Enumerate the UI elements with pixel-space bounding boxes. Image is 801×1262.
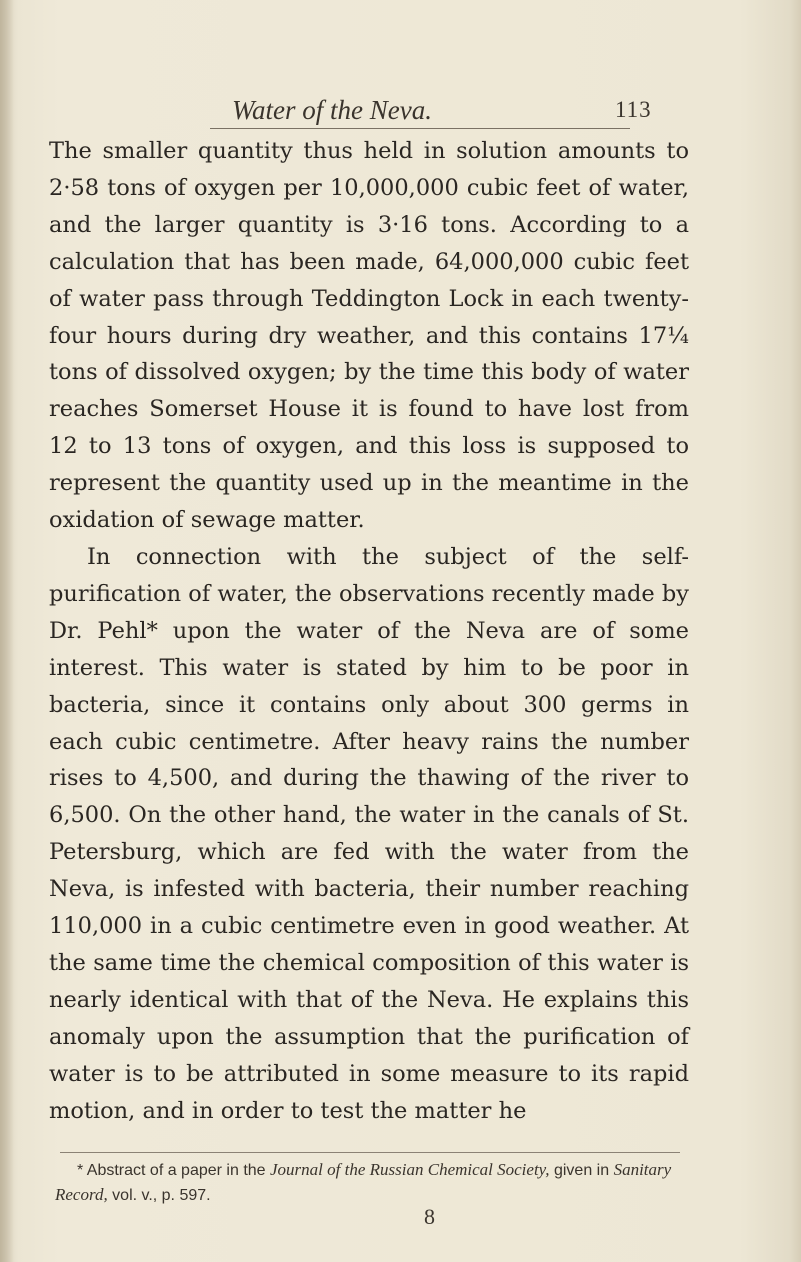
running-title: Water of the Neva. — [232, 95, 432, 125]
body-text — [49, 133, 689, 1129]
footnote — [55, 1158, 695, 1208]
footnote-rule — [60, 1152, 680, 1153]
paragraph-1: The smaller quantity thus held in solution amounts to 2·58 tons of oxygen per 10,000,000 cubic feet of water, and the larger quantity is 3·16 tons. According to a calculation that has been made, 64,000,000 cubic feet of water pass through Teddington Lock in each twenty-four hours during dry weather, and this contains 17¼ tons of dissolved oxygen; by the time this body of water reaches Somerset House it is found to have lost from 12 to 13 tons of oxygen, and this loss is supposed to represent the quantity used up in the meantime in the oxidation of sewage matter. — [49, 138, 689, 534]
footnote-lead: * Abstract of a paper in the — [77, 1162, 271, 1179]
footnote-middle: given in — [549, 1162, 614, 1179]
paragraph-2: In connection with the subject of the self-purification of water, the observations recently made by Dr. Pehl* upon the water of the Neva are of some interest. This water is stated by him to be poor in bacteria, since it contains only about 300 germs in each cubic centimetre. After heavy rains the number rises to 4,500, and during the thawing of the river to 6,500. On the other hand, the water in the canals of St. Petersburg, which are fed with the water from the Neva, is infested with bacteria, their number reaching 110,000 in a cubic centimetre even in good weather. At the same time the chemical composition of this water is nearly identical with that of the Neva. He explains this anomaly upon the assumption that the purification of water is to be attributed in some measure to its rapid motion, and in order to test the matter he — [49, 543, 689, 1124]
signature-mark: 8 — [424, 1204, 435, 1229]
page-number: 113 — [615, 97, 652, 122]
spine-shadow — [0, 0, 14, 1262]
footnote-journal: Journal of the Russian Chemical Society, — [270, 1160, 550, 1179]
header-rule — [210, 128, 630, 129]
footnote-tail: vol. v., p. 597. — [107, 1187, 211, 1204]
running-head — [0, 95, 801, 129]
footnote-record: Sanitary Record, — [55, 1160, 672, 1204]
